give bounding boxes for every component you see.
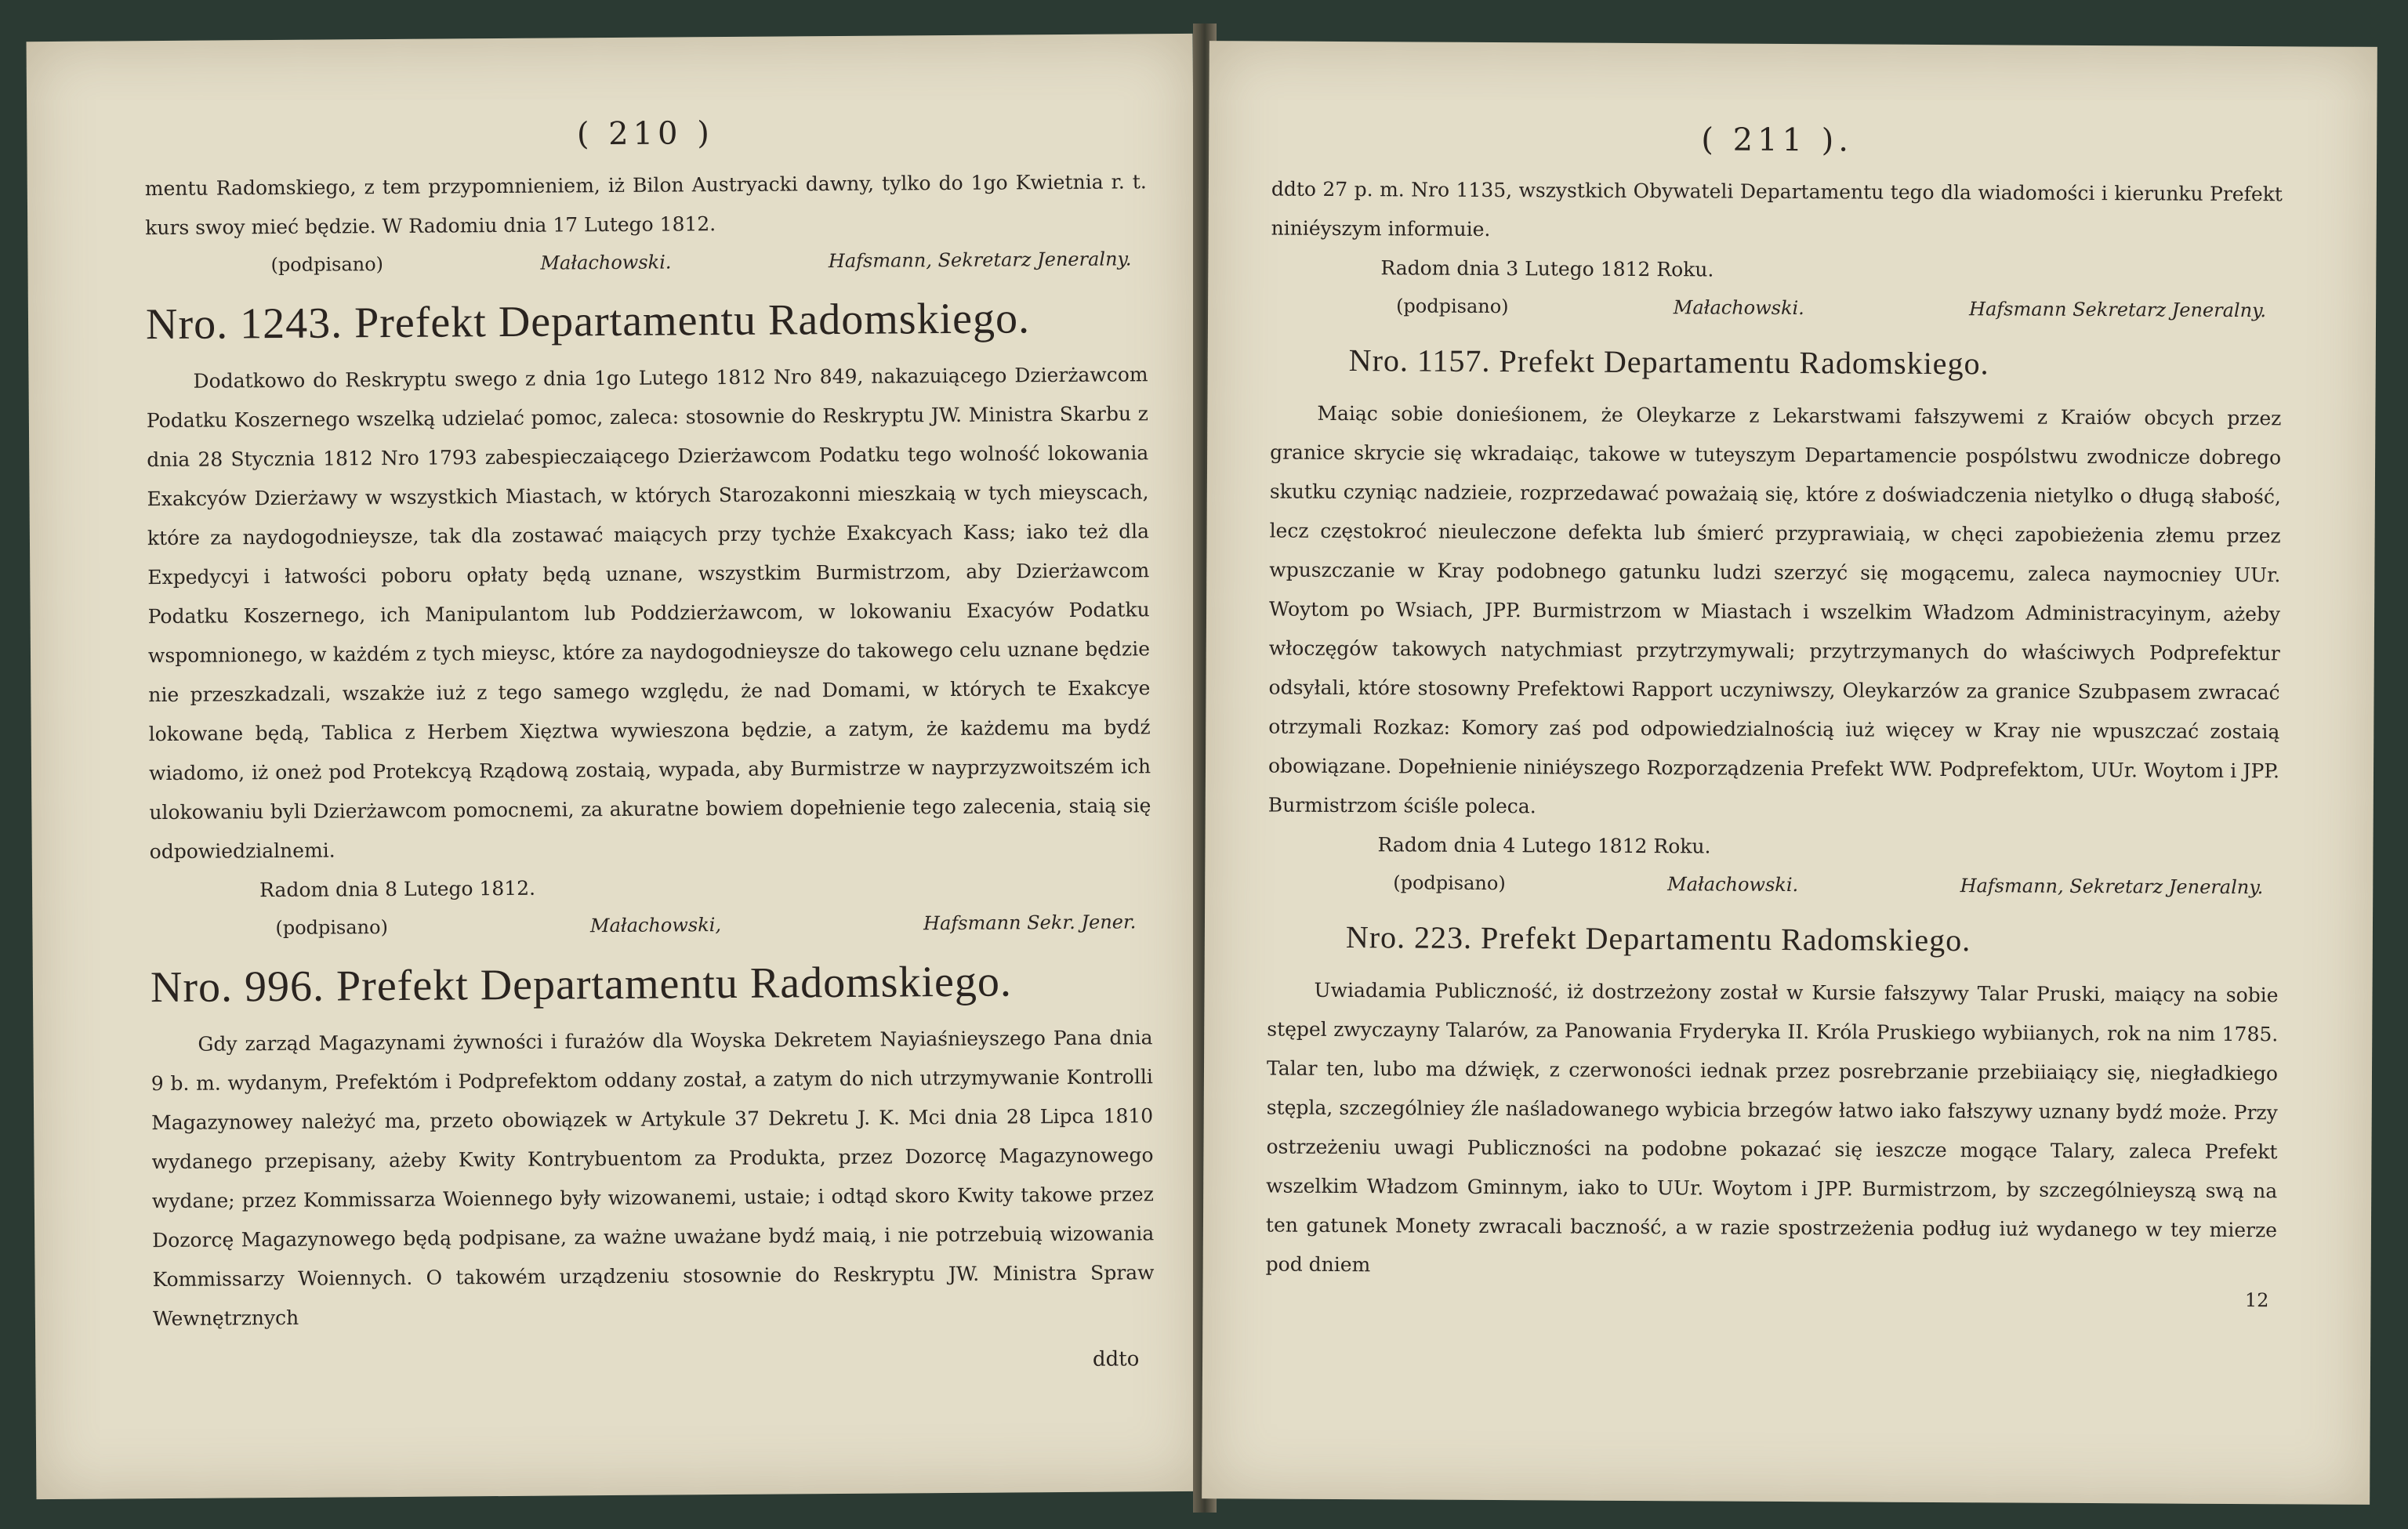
signature-secretary: Hafsmann Sekr. Jener. <box>923 911 1137 935</box>
signature-label: (podpisano) <box>1396 295 1509 318</box>
signature-line <box>1267 864 2279 906</box>
signature-name: Małachowski. <box>540 251 672 274</box>
signature-line <box>145 241 1147 284</box>
section-date: Radom dnia 8 Lutego 1812. <box>259 876 536 902</box>
signature-secretary: Hafsmann, Sekretarz Jeneralny. <box>828 248 1132 273</box>
signature-name: Małachowski. <box>1667 873 1799 897</box>
catchword: ddto <box>1092 1347 1140 1371</box>
signature-name: Małachowski, <box>589 914 722 937</box>
page-number: ( 210 ) <box>576 115 715 153</box>
signature-label: (podpisano) <box>270 253 384 277</box>
signature-secretary: Hafsmann, Sekretarz Jeneralny. <box>1960 875 2264 899</box>
section-date: Radom dnia 3 Lutego 1812 Roku. <box>1380 256 1714 281</box>
book-spread <box>31 31 2375 1505</box>
section-body: Gdy zarząd Magazynami żywności i furażów dla Woyska Dekretem Nayiaśnieyszego Pana dnia 9 b. m. wydanym, Prefektóm i Podprefektom oddany został, a zatym do nich utrzymywanie Kontrolli Magazynowey należyć ma, przeto obowiązek w Artykule 37 Dekretu J. K. Mci dnia 28 Lipca 1810 wydanego przepisany, ażeby Kwity Kontrybuentom za Produkta, przez Dozorcę Magazynowego wydane; przez Kommissarza Woiennego były wizowanemi, ustaie; i odtąd skoro Kwity takowe przez Dozorcę Magazynowego będą podpisane, za ważne uważane bydź maią, i nie potrzebuią wizowania Kommissarzy Woiennych. O takowém urządzeniu stosownie do Reskryptu JW. Ministra Spraw Wewnętrznych <box>150 1026 1155 1331</box>
intro-paragraph: mentu Radomskiego, z tem przypomnieniem, iż Bilon Austryacki dawny, tylko do 1go Kwietnia r. t. kurs swoy mieć będzie. W Radomiu dnia 17 Lutego 1812. <box>144 170 1147 240</box>
section-heading: Nro. 1243. Prefekt Departamentu Radomskiego. <box>145 294 1031 350</box>
signature-line <box>1271 288 2282 329</box>
section-heading: Nro. 1157. Prefekt Departamentu Radomskiego. <box>1348 342 1989 382</box>
section-heading: Nro. 223. Prefekt Departamentu Radomskiego. <box>1345 919 1971 958</box>
intro-paragraph: ddto 27 p. m. Nro 1135, wszystkich Obywateli Departamentu tego dla wiadomości i kierunku Prefekt niniéyszym informuie. <box>1271 177 2283 241</box>
right-page <box>1202 41 2377 1505</box>
section-date: Radom dnia 4 Lutego 1812 Roku. <box>1377 833 1711 858</box>
signature-secretary: Hafsmann Sekretarz Jeneralny. <box>1969 298 2267 322</box>
signature-label: (podpisano) <box>1393 871 1506 895</box>
page-number: ( 211 ). <box>1701 121 1854 159</box>
section-body: Dodatkowo do Reskryptu swego z dnia 1go Lutego 1812 Nro 849, nakazuiącego Dzierżawcom Podatku Koszernego wszelką udzielać pomoc, zaleca: stosownie do Reskryptu JW. Ministra Skarbu z dnia 28 Stycznia 1812 Nro 1793 zabespieczaiącego Dzierżawcom Podatku tego wolność lokowania Exakcyów Dzierżawy w wszystkich Miastach, w których Starozakonni mieszkaią w tych mieyscach, które za naydogodnieysze, tak dla zostawać maiących przy tychże Exakcyach Kass; iako też dla Expedycyi i łatwości poboru opłaty będą uznane, wszystkim Burmistrzom, aby Dzierżawcom Podatku Koszernego, ich Manipulantom lub Poddzierżawcom, w lokowaniu Exacyów Podatku wspomnionego, w każdém z tych mieysc, które za naydogodnieysze do takowego celu uznane będzie nie przeszkadzali, wszakże iuż z tego samego względu, że nad Domami, w których te Exakcye lokowane będą, Tablica z Herbem Xięztwa wywieszona będzie, a zatym, że każdemu ma bydź wiadomo, iż oneż pod Protekcyą Rządową zostaią, wypada, aby Burmistrze w nayprzyzwoitszém ich ulokowaniu byli Dzierżawcom pomocnemi, za akuratne bowiem dopełnienie tego zalecenia, staią się odpowiedzialnemi. <box>146 363 1151 864</box>
section-body: Uwiadamia Publiczność, iż dostrzeżony został w Kursie fałszywy Talar Pruski, maiący na sobie stępel zwyczayny Talarów, za Panowania Fryderyka II. Króla Pruskiego wybiianych, rok na nim 1785. Talar ten, lubo ma dźwięk, z czerwoności iednak przez posrebrzanie przebiiaiący się, niegładkiego stępla, szczególniey źle naśladowanego wybicia brzegów łatwo iako fałszywy uznany bydź może. Przy ostrzeżeniu uwagi Publiczności na podobne pokazać się ieszcze mogące Talary, zaleca Prefekt wszelkim Władzom Gminnym, iako to UUr. Woytom i JPP. Burmistrzom, by szczególnieyszą swą na ten gatunek Monety zwracali baczność, a w razie spostrzeżenia podług iuż wydanego w tey mierze pod dniem <box>1265 978 2279 1277</box>
signature-line <box>150 904 1151 947</box>
signature-label: (podpisano) <box>275 916 389 940</box>
section-body: Maiąc sobie donieśionem, że Oleykarze z Lekarstwami fałszywemi z Kraiów obcych przez granice skrycie się wkradaiąc, takowe w tuteyszym Departamencie pospólstwu zwodnicze dobrego skutku czyniąc nadzieie, rozprzedawać poważaią się, które z doświadczenia nietylko o długą słabość, lecz częstokroć nieuleczone defekta lub śmierć przyprawiaią, w chęci zapobieżenia złemu przez wpuszczanie w Kray podobnego gatunku ludzi szerzyć się mogącemu, zaleca naymocniey UUr. Woytom po Wsiach, JPP. Burmistrzom w Miastach i wszelkim Władzom Administracyinym, ażeby włoczęgów takowych natychmiast przytrzymywali; przytrzymanych do właściwych Podprefektur odsyłali, które stosowny Prefektowi Rapport uczyniwszy, Oleykarzów za granice Szubpasem zwracać otrzymali Rozkaz: Komory zaś pod odpowiedzialnością iuż więcey w Kray nie wpuszczać zostaią obowiązane. Dopełnienie niniéyszego Rozporządzenia Prefekt WW. Podprefektom, UUr. Woytom i JPP. Burmistrzom ściśle poleca. <box>1267 401 2282 818</box>
left-page <box>27 34 1203 1499</box>
sheet-number: 12 <box>2244 1289 2269 1312</box>
section-heading: Nro. 996. Prefekt Departamentu Radomskiego. <box>150 957 1013 1013</box>
signature-name: Małachowski. <box>1673 296 1804 320</box>
